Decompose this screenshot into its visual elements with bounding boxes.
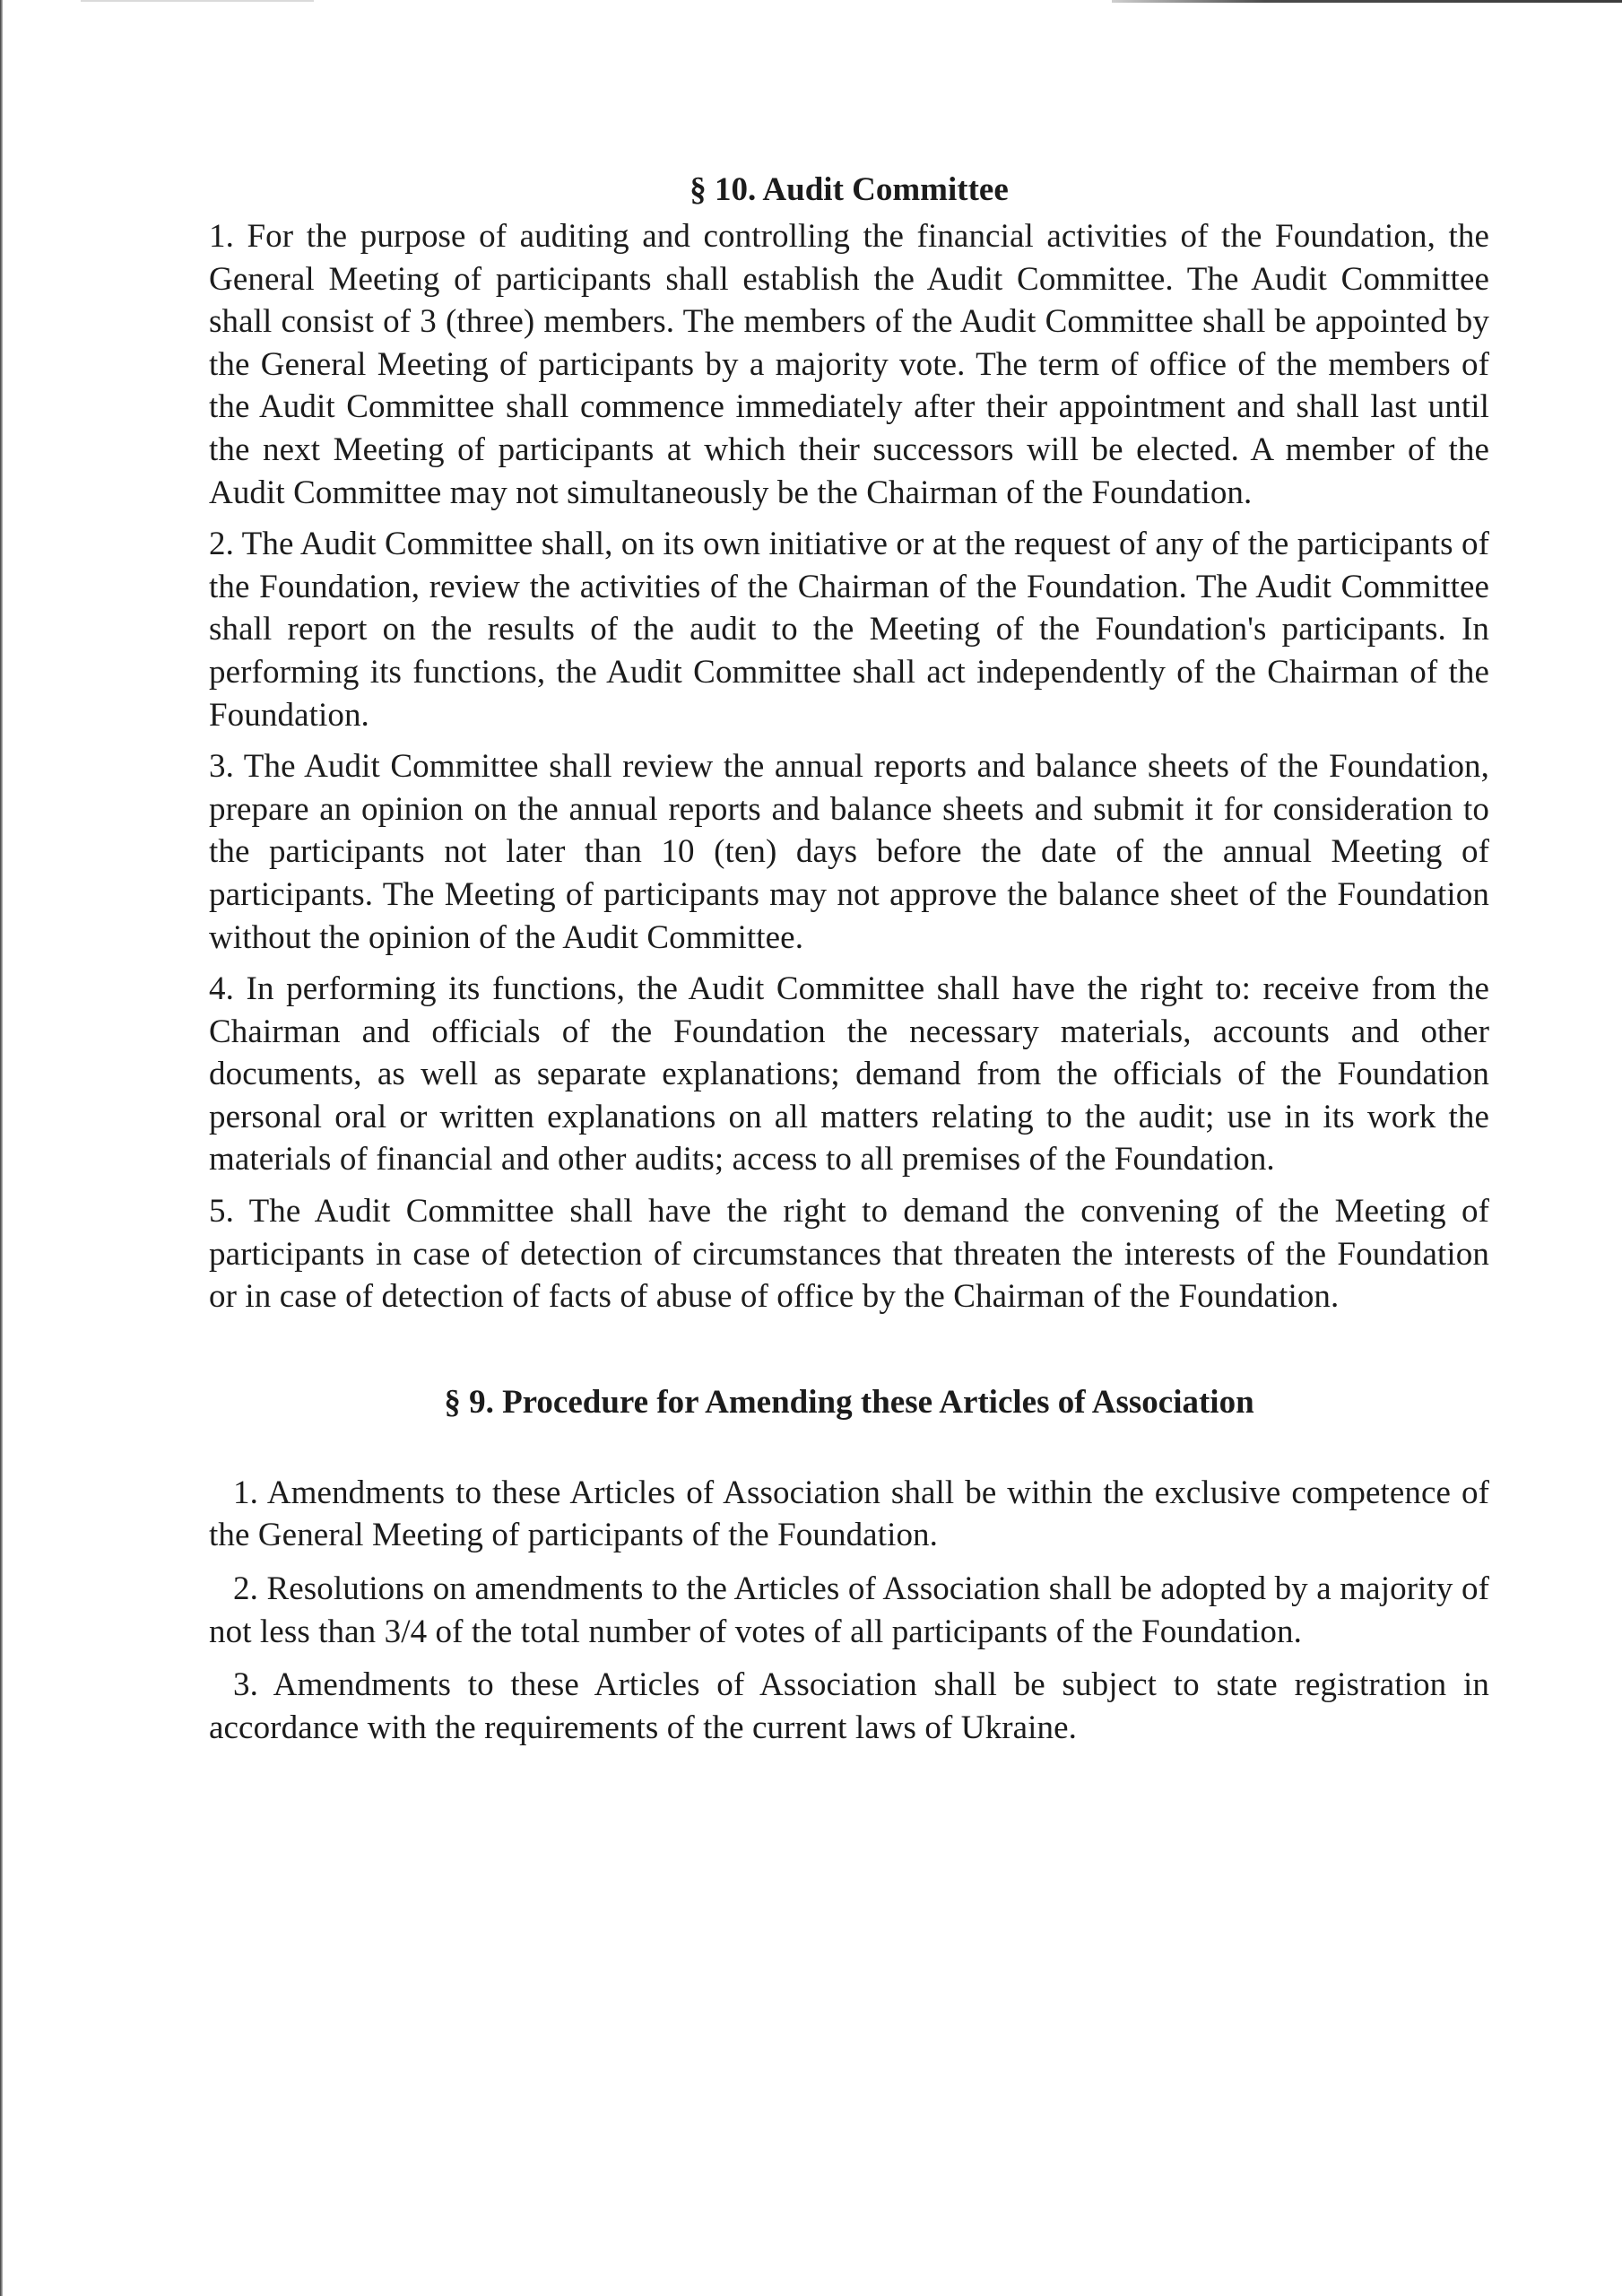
- scan-edge-top-left: [81, 0, 314, 2]
- section-amending-articles: [209, 1381, 1489, 1750]
- section-heading: § 9. Procedure for Amending these Articles of Association: [444, 1383, 1254, 1421]
- scan-edge-left: [0, 0, 3, 2296]
- section-item: 3. The Audit Committee shall review the annual reports and balance sheets of the Foundation, prepare an opinion on the annual reports and balance sheets and submit it for consideration to the participants not later than 10 (ten) days before the date of the annual Meeting of participants. The Meeting of participants may not approve the balance sheet of the Foundation without the opinion of the Audit Committee.: [209, 748, 1489, 956]
- document-page: [209, 169, 1489, 1760]
- section-item: 5. The Audit Committee shall have the right to demand the convening of the Meeting of participants in case of detection of circumstances that threaten the interests of the Foundation or in case of detection of facts of abuse of office by the Chairman of the Foundation.: [209, 1193, 1489, 1316]
- scan-edge-top: [1112, 0, 1622, 3]
- section-item: 2. Resolutions on amendments to the Articles of Association shall be adopted by a majority of not less than 3/4 of the total number of votes of all participants of the Foundation.: [209, 1570, 1489, 1650]
- section-item: 4. In performing its functions, the Audit Committee shall have the right to: receive from the Chairman and officials of the Foundation the necessary materials, accounts and other documents, as well as separate explanations; demand from the officials of the Foundation personal oral or written explanations on all matters relating to the audit; use in its work the materials of financial and other audits; access to all premises of the Foundation.: [209, 970, 1489, 1178]
- section-item: 1. Amendments to these Articles of Association shall be within the exclusive competence of the General Meeting of participants of the Foundation.: [209, 1474, 1489, 1554]
- section-item: 3. Amendments to these Articles of Association shall be subject to state registration in accordance with the requirements of the current laws of Ukraine.: [209, 1666, 1489, 1746]
- section-audit-committee: [209, 169, 1489, 1318]
- section-heading: § 10. Audit Committee: [690, 171, 1009, 208]
- section-item: 2. The Audit Committee shall, on its own initiative or at the request of any of the participants of the Foundation, review the activities of the Chairman of the Foundation. The Audit Committee shall report on the results of the audit to the Meeting of the Foundation's participants. In performing its functions, the Audit Committee shall act independently of the Chairman of the Foundation.: [209, 526, 1489, 734]
- section-item: 1. For the purpose of auditing and controlling the financial activities of the Foundation, the General Meeting of participants shall establish the Audit Committee. The Audit Committee shall consist of 3 (three) members. The members of the Audit Committee shall be appointed by the General Meeting of participants by a majority vote. The term of office of the members of the Audit Committee shall commence immediately after their appointment and shall last until the next Meeting of participants at which their successors will be elected. A member of the Audit Committee may not simultaneously be the Chairman of the Foundation.: [209, 218, 1489, 511]
